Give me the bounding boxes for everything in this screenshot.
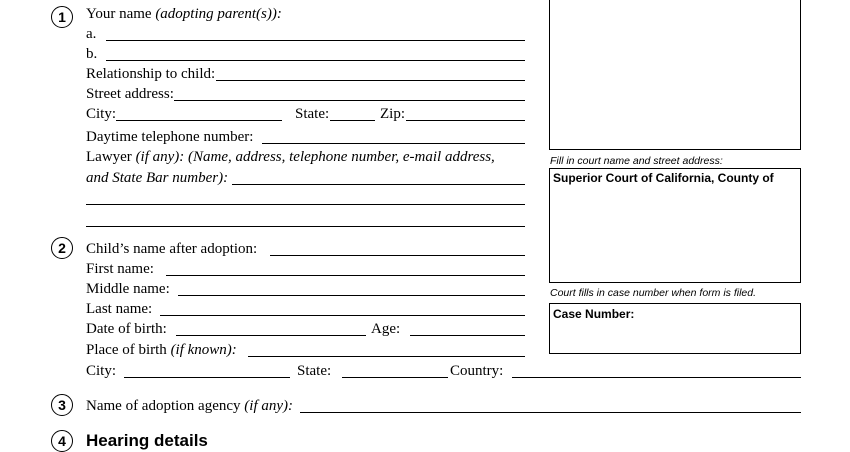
zip-field[interactable] [406,120,525,121]
court-name-box[interactable] [549,168,801,283]
phone-label: Daytime telephone number: [86,129,254,145]
birth-state-label: State: [297,363,332,379]
place-of-birth-label-wrap [86,342,237,358]
name-b-label: b. [86,46,98,62]
section-2-number: 2 [51,237,73,259]
lawyer-field-2[interactable] [86,204,525,205]
first-name-label: First name: [86,261,154,277]
section-1-title [86,6,282,22]
city-label: City: [86,106,117,122]
relationship-label: Relationship to child: [86,66,216,82]
lawyer-field-1[interactable] [232,184,525,185]
court-label: Superior Court of California, County of [553,171,774,185]
place-of-birth-label: Place of birth [86,342,167,358]
place-of-birth-note: (if known): [170,342,237,358]
name-a-field[interactable] [106,40,525,41]
agency-note: (if any): [244,398,294,414]
agency-label-wrap [86,398,293,414]
first-name-field[interactable] [166,275,525,276]
birth-country-label: Country: [450,363,504,379]
case-note: Court fills in case number when form is filed. [550,287,756,299]
child-name-field[interactable] [270,255,525,256]
dob-label: Date of birth: [86,321,167,337]
your-name-note: (adopting parent(s)): [155,6,282,22]
court-note: Fill in court name and street address: [550,155,723,167]
street-address-field[interactable] [174,100,525,101]
agency-field[interactable] [300,412,801,413]
clerk-stamp-box [549,0,801,150]
lawyer-note: (if any): (Name, address, telephone number, e-mail address, [135,149,495,165]
middle-name-field[interactable] [178,295,525,296]
name-b-field[interactable] [106,60,525,61]
birth-city-label: City: [86,363,117,379]
zip-label: Zip: [380,106,405,122]
lawyer-label-line1 [86,149,495,165]
birth-state-field[interactable] [342,377,448,378]
state-label: State: [295,106,330,122]
case-number-box[interactable] [549,303,801,354]
hearing-details-heading: Hearing details [86,431,208,450]
birth-city-field[interactable] [124,377,290,378]
name-a-label: a. [86,26,97,42]
age-label: Age: [371,321,401,337]
your-name-label: Your name [86,6,152,22]
child-name-label: Child’s name after adoption: [86,241,258,257]
section-3-number: 3 [51,394,73,416]
section-4-number: 4 [51,430,73,452]
lawyer-label-line2 [86,170,228,186]
place-of-birth-field[interactable] [248,356,525,357]
last-name-field[interactable] [160,315,525,316]
section-1-number: 1 [51,6,73,28]
lawyer-label: Lawyer [86,149,132,165]
phone-field[interactable] [262,143,525,144]
street-address-label: Street address: [86,86,174,102]
city-field[interactable] [116,120,282,121]
relationship-field[interactable] [216,80,525,81]
age-field[interactable] [410,335,525,336]
birth-country-field[interactable] [512,377,801,378]
state-field[interactable] [330,120,375,121]
middle-name-label: Middle name: [86,281,170,297]
dob-field[interactable] [176,335,366,336]
case-number-label: Case Number: [553,307,635,321]
last-name-label: Last name: [86,301,153,317]
lawyer-note-2: and State Bar number): [86,170,229,186]
lawyer-field-3[interactable] [86,226,525,227]
agency-label: Name of adoption agency [86,398,241,414]
